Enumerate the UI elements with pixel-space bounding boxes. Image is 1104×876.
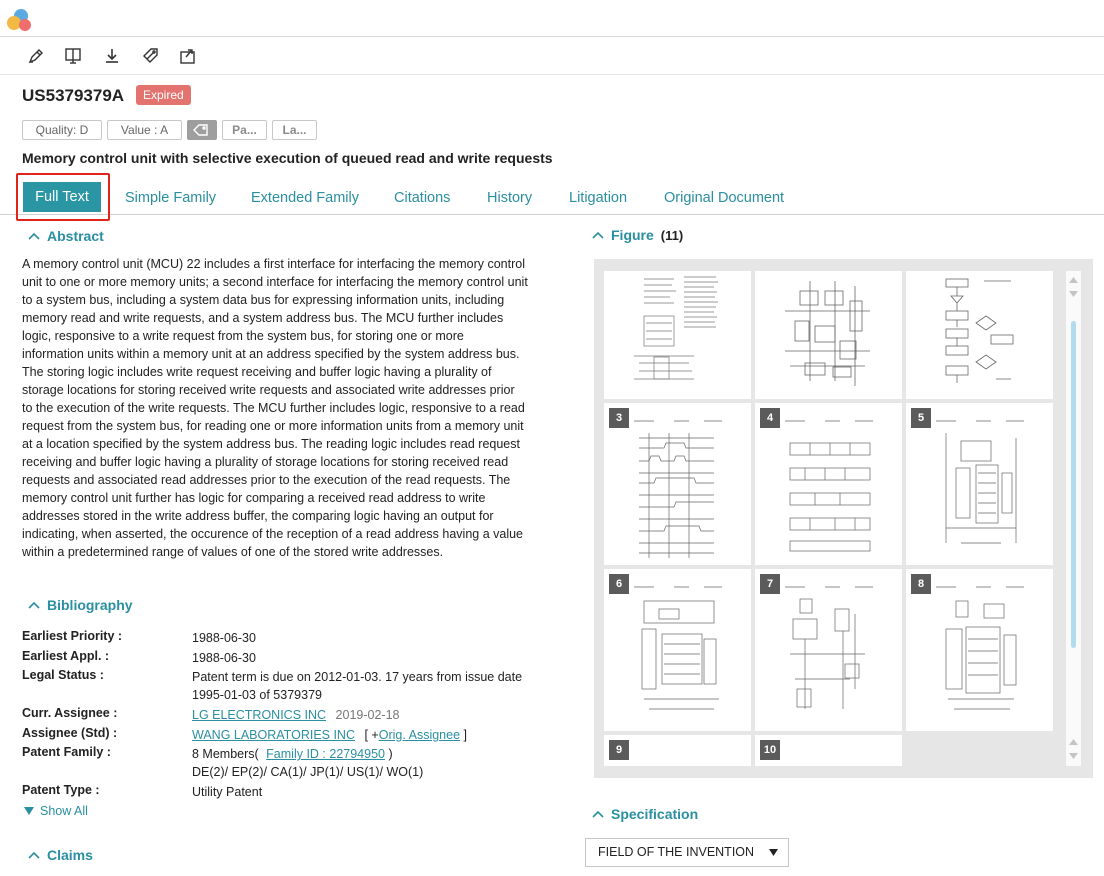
highlight-icon[interactable] xyxy=(24,45,48,67)
figure-thumbnail-1[interactable] xyxy=(604,271,751,399)
scroll-down-icon[interactable] xyxy=(1069,291,1078,297)
figure-thumbnail-10[interactable] xyxy=(755,735,902,766)
chevron-up-icon xyxy=(591,230,605,240)
chevron-up-icon xyxy=(27,231,41,241)
specification-heading: Specification xyxy=(611,806,699,822)
la-chip[interactable]: La... xyxy=(272,120,317,140)
top-bar xyxy=(0,0,1104,37)
abstract-text xyxy=(22,255,547,561)
figure-heading: Figure xyxy=(611,227,654,243)
figure-number: 4 xyxy=(760,408,780,428)
tab-citations[interactable]: Citations xyxy=(394,190,451,206)
abstract-line: indicating, when asserted, the occurence of the reception of a read address having a value xyxy=(22,527,524,541)
abstract-line: memory read and write requests, and a system address bus. The MCU further includes xyxy=(22,311,504,325)
bib-label: Earliest Appl. : xyxy=(22,649,110,663)
tab-simple-family[interactable]: Simple Family xyxy=(125,190,217,206)
figure-number: 8 xyxy=(911,574,931,594)
figure-number: 3 xyxy=(609,408,629,428)
patent-title: Memory control unit with selective execution of queued read and write requests xyxy=(22,150,553,166)
family-id-link[interactable]: Family ID : 22794950 xyxy=(266,747,385,761)
family-close: ) xyxy=(388,747,393,761)
quality-chip[interactable]: Quality: D xyxy=(22,120,102,140)
tag-chip[interactable] xyxy=(187,120,217,140)
bib-label: Assignee (Std) : xyxy=(22,726,118,740)
bibliography-heading: Bibliography xyxy=(47,597,133,613)
abstract-line: A memory control unit (MCU) 22 includes a first interface for interfacing the memory control xyxy=(22,257,525,271)
figure-thumbnail-3[interactable] xyxy=(906,271,1053,399)
figure-number: 9 xyxy=(609,740,629,760)
abstract-line: request from the system bus, for reading one or more information units from a memory unit xyxy=(22,419,524,433)
bib-value xyxy=(192,668,542,704)
app-logo-icon[interactable] xyxy=(3,5,35,33)
bib-label: Patent Type : xyxy=(22,783,100,797)
show-all-label: Show All xyxy=(40,804,88,818)
bib-value xyxy=(192,745,542,781)
pa-chip[interactable]: Pa... xyxy=(222,120,267,140)
scroll-up-icon[interactable] xyxy=(1069,739,1078,745)
figure-scrollbar[interactable] xyxy=(1066,271,1081,766)
download-icon[interactable] xyxy=(100,45,124,67)
chevron-up-icon xyxy=(27,600,41,610)
caret-down-icon xyxy=(769,849,778,856)
tab-litigation[interactable]: Litigation xyxy=(569,190,628,206)
bib-value: 1988-06-30 xyxy=(192,651,256,665)
figure-number: 10 xyxy=(760,740,780,760)
triangle-down-icon xyxy=(24,807,34,815)
abstract-heading: Abstract xyxy=(47,228,104,244)
family-countries: DE(2)/ EP(2)/ CA(1)/ JP(1)/ US(1)/ WO(1) xyxy=(192,765,424,779)
scrollbar-thumb[interactable] xyxy=(1071,321,1076,648)
specification-section-select[interactable] xyxy=(585,838,789,867)
tab-bar xyxy=(0,177,1104,215)
abstract-header[interactable] xyxy=(27,228,104,244)
value-chip[interactable]: Value : A xyxy=(107,120,182,140)
abstract-line: requests and associated read addresses prior to the execution of the read requests. The xyxy=(22,473,511,487)
bib-label: Patent Family : xyxy=(22,745,111,759)
abstract-line: to the execution of the write requests. The MCU further includes logic, responsive to a read xyxy=(22,401,525,415)
curr-assignee-link[interactable]: LG ELECTRONICS INC xyxy=(192,708,327,722)
bib-label: Earliest Priority : xyxy=(22,629,123,643)
figure-thumbnail-6[interactable] xyxy=(604,569,751,731)
orig-assignee-suffix: ] xyxy=(463,728,467,742)
curr-assignee-date: 2019-02-18 xyxy=(335,708,400,722)
export-icon[interactable] xyxy=(176,45,200,67)
figure-number: 6 xyxy=(609,574,629,594)
chevron-up-icon xyxy=(27,850,41,860)
orig-assignee-prefix: [ + xyxy=(364,728,379,742)
abstract-line: logic, responsive to a write request from the system bus, for storing one or more xyxy=(22,329,464,343)
chevron-up-icon xyxy=(591,809,605,819)
orig-assignee-link[interactable]: Orig. Assignee xyxy=(378,728,461,742)
abstract-line: storage locations for storing received write requests and associated write addresses prior xyxy=(22,383,515,397)
figure-number: 7 xyxy=(760,574,780,594)
figure-thumbnail-9[interactable] xyxy=(604,735,751,766)
toolbar xyxy=(0,37,1104,75)
figure-thumbnail-7[interactable] xyxy=(755,569,902,731)
figure-thumbnail-8[interactable] xyxy=(906,569,1053,731)
tab-history[interactable]: History xyxy=(487,190,533,206)
figure-header[interactable] xyxy=(591,227,683,243)
bib-value: 1988-06-30 xyxy=(192,631,256,645)
bib-value xyxy=(192,726,542,744)
bib-label: Curr. Assignee : xyxy=(22,706,118,720)
bib-label: Legal Status : xyxy=(22,668,104,682)
abstract-line: within a predetermined range of values of one of the stored write addresses. xyxy=(22,545,444,559)
abstract-line: unit to one or more memory units; a second interface for interfacing the memory control unit xyxy=(22,275,528,289)
tag-icon[interactable] xyxy=(139,45,163,67)
bibliography-header[interactable] xyxy=(27,597,133,613)
family-members: 8 Members( xyxy=(192,747,259,761)
scroll-down-icon[interactable] xyxy=(1069,753,1078,759)
figure-thumbnail-4[interactable] xyxy=(755,403,902,565)
tag-icon xyxy=(192,123,212,137)
figure-thumbnail-3[interactable] xyxy=(604,403,751,565)
book-icon[interactable] xyxy=(61,45,85,67)
show-all-button[interactable] xyxy=(24,804,88,818)
abstract-line: at a location specified by the system address bus. The reading logic includes read request xyxy=(22,437,520,451)
scroll-up-icon[interactable] xyxy=(1069,277,1078,283)
tab-extended-family[interactable]: Extended Family xyxy=(251,190,359,206)
legal-status-line: 1995-01-03 of 5379379 xyxy=(192,688,322,702)
figure-thumbnail-2[interactable] xyxy=(755,271,902,399)
abstract-line: receiving and buffer logic having a plurality of storage locations for storing received read xyxy=(22,455,509,469)
abstract-line: memory control unit further has logic for comparing a received read address to write xyxy=(22,491,486,505)
bib-value: Utility Patent xyxy=(192,785,263,799)
specification-header[interactable] xyxy=(591,806,698,822)
legal-status-line: Patent term is due on 2012-01-03. 17 years from issue date xyxy=(192,670,523,684)
claims-header[interactable] xyxy=(27,847,93,863)
figure-count: (11) xyxy=(660,227,684,243)
abstract-line: to a system bus, including a system data bus for expressing information units, including xyxy=(22,293,505,307)
patent-number: US5379379A xyxy=(22,86,125,105)
figure-gallery xyxy=(594,259,1093,778)
tab-full-text[interactable]: Full Text xyxy=(23,182,101,212)
bib-value xyxy=(192,706,542,724)
figure-number: 5 xyxy=(911,408,931,428)
abstract-line: The storing logic includes write request receiving and buffer logic having a plurality of xyxy=(22,365,492,379)
status-badge: Expired xyxy=(136,85,191,105)
assignee-std-link[interactable]: WANG LABORATORIES INC xyxy=(192,728,355,742)
figure-thumbnail-5[interactable] xyxy=(906,403,1053,565)
specification-selected: FIELD OF THE INVENTION xyxy=(598,845,755,859)
abstract-line: information units within a memory unit at an address specified by the system address bus. xyxy=(22,347,520,361)
abstract-line: addresses stored in the write address buffer, the comparing logic having an output for xyxy=(22,509,494,523)
tab-original-document[interactable]: Original Document xyxy=(664,190,785,206)
claims-heading: Claims xyxy=(47,847,93,863)
